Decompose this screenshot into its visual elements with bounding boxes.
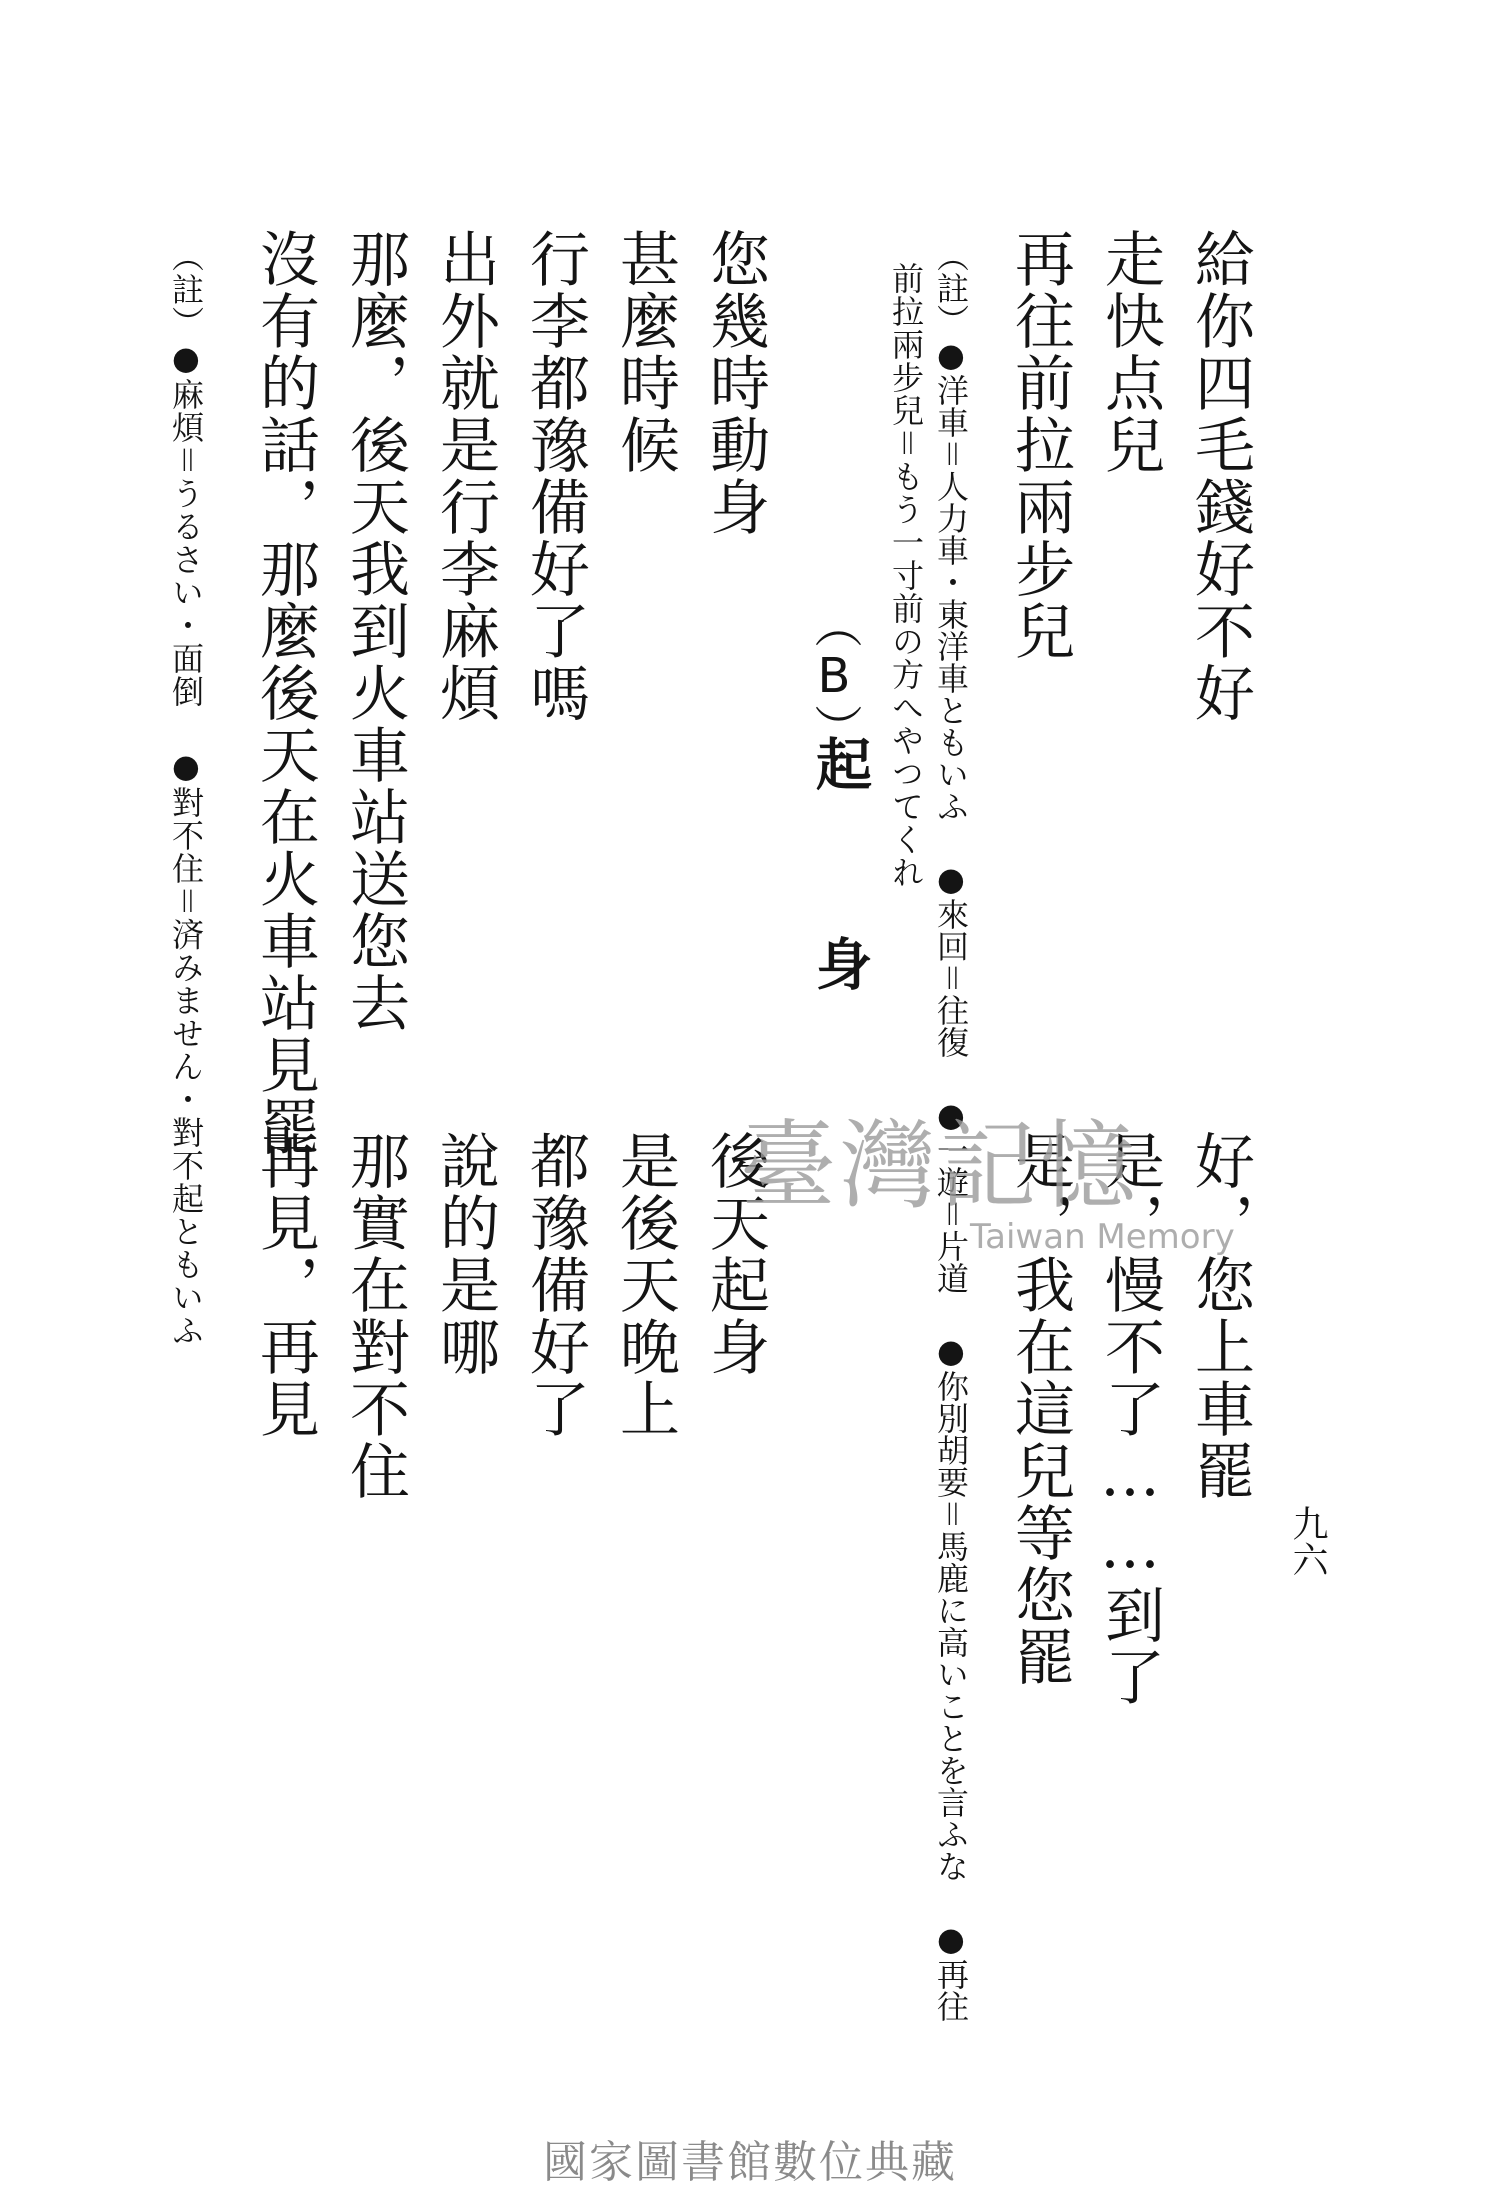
section-title-1: 起 xyxy=(807,735,873,791)
watermark xyxy=(740,1090,1235,1257)
note-2: （註）●麻煩＝うるさい・面倒 ●對不住＝済みません・對不起ともいふ xyxy=(167,240,205,1347)
main-column-3: 再往前拉兩步兒 xyxy=(1005,228,1075,662)
page-number: 九六 xyxy=(1287,1505,1328,1577)
dialog-question-3: 行李都豫備好了嗎 xyxy=(520,228,590,724)
response-column-3: 是，我在這兒等您罷 xyxy=(1005,1130,1075,1688)
dialog-question-6: 沒有的話，那麼後天在火車站見罷 xyxy=(250,228,320,1158)
footer-credit: 國家圖書館數位典藏 xyxy=(543,2137,957,2188)
dialog-question-5: 那麼，後天我到火車站送您去 xyxy=(340,228,410,1034)
response-column-2: 是，慢不了……到了 xyxy=(1095,1130,1165,1708)
dialog-question-1: 您幾時動身 xyxy=(700,228,770,538)
watermark-en: Taiwan Memory xyxy=(970,1217,1235,1257)
section-title-2: 身 xyxy=(807,935,873,991)
dialog-answer-3: 都豫備好了 xyxy=(520,1130,590,1440)
dialog-answer-6: 再見，再見 xyxy=(250,1130,320,1440)
dialog-question-2: 甚麼時候 xyxy=(610,228,680,476)
note-line-2: 前拉兩步兒＝もう一寸前の方へやつてくれ xyxy=(887,262,925,889)
section-heading xyxy=(800,600,869,752)
dialog-answer-5: 那實在對不住 xyxy=(340,1130,410,1502)
note-line-1: （註）●洋車＝人力車・東洋車ともいふ ●來回＝往復 ●一遊＝片道 ●你別胡要＝馬鹿に高いことを言ふな ●再往 xyxy=(932,240,970,2022)
section-label: （B） xyxy=(806,600,862,752)
dialog-answer-4: 說的是哪 xyxy=(430,1130,500,1378)
response-column-1: 好，您上車罷 xyxy=(1185,1130,1255,1502)
main-column-1: 給你四毛錢好不好 xyxy=(1185,228,1255,724)
dialog-answer-1: 後天起身 xyxy=(700,1130,770,1378)
main-column-2: 走快点兒 xyxy=(1095,228,1165,476)
dialog-question-4: 出外就是行李麻煩 xyxy=(430,228,500,724)
dialog-answer-2: 是後天晚上 xyxy=(610,1130,680,1440)
watermark-cn: 臺灣記憶 xyxy=(740,1110,1140,1222)
